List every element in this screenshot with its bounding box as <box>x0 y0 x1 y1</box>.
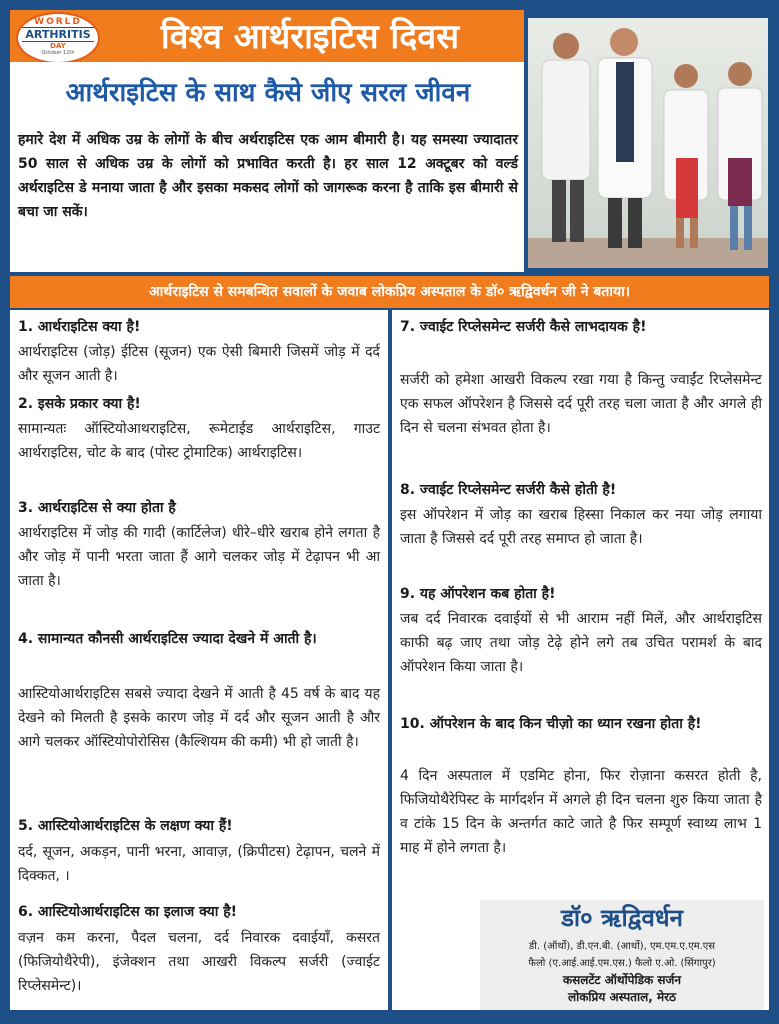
doctor-title: कसलटेंट ऑर्थोपेडिक सर्जन <box>562 973 682 987</box>
person-1 <box>542 33 590 242</box>
question-4: 4. सामान्यत कौनसी आर्थराइटिस ज्यादा देखने में आती है। <box>18 631 317 647</box>
question-7: 7. ज्वाईट रिप्लेसमेन्ट सर्जरी कैसे लाभदायक है! <box>400 319 647 335</box>
person-3 <box>664 64 708 248</box>
answer-9: जब दर्द निवारक दवाईयों से भी आराम नहीं मिलें, और आर्थराइटिस काफी बढ़ जाए तथा जोड़ टेढ़े होने लगे तब उचित परामर्श के बाद ऑपरेशन किया जाता है। <box>400 611 762 675</box>
answer-6: वज़न कम करना, पैदल चलना, दर्द निवारक दवाईयाँ, कसरत (फिजियोथैरेपी), इंजेक्शन तथा आखरी विकल्प सर्जरी (ज्वाईट रिप्लेसमेन्ट)। <box>18 930 380 994</box>
answer-2: सामान्यतः ऑस्टियोआथराइटिस, रूमेटाईड आर्थराइटिस, गाउट आर्थराइटिस, चोट के बाद (पोस्ट ट्रोमाटिक) आर्थराइटिस। <box>18 421 380 461</box>
answer-10: 4 दिन अस्पताल में एडमिट होना, फिर रोज़ाना कसरत होती है, फिजियोथैरेपिस्ट के मार्गदर्शन में अगले ही दिन चलना शुरु किया जाता है व टांके 15 दिन के अन्तर्गत काटे जाते है फिर सम्पूर्ण स्वाथ्य लाभ 1 माह में होने लगता है। <box>400 768 762 856</box>
question-10: 10. ऑपरेशन के बाद किन चीज़ो का ध्यान रखना होता है! <box>400 716 702 732</box>
person-2 <box>598 28 652 248</box>
question-9: 9. यह ऑपरेशन कब होता है! <box>400 586 556 602</box>
world-arthritis-day-logo: WORLD ARTHRITIS DAY October 12th <box>16 12 100 64</box>
answer-1: आर्थराइटिस (जोड़) ईटिस (सूजन) एक ऐसी बिमारी जिसमें जोड़ में दर्द और सूजन आती है। <box>18 344 380 384</box>
doctor-name: डॉ० ऋद्विवर्धन <box>561 904 683 932</box>
hospital-name: लोकप्रिय अस्पताल, मेरठ <box>567 990 677 1004</box>
answer-7: सर्जरी को हमेशा आखरी विकल्प रखा गया है किन्तु ज्वाईंट रिप्लेसमेन्ट एक सफल ऑपरेशन है जिससे दर्द पूरी तरह चला जाता है और अगले ही दिन से चलना संभवत होता है। <box>400 372 762 436</box>
question-8: 8. ज्वाईट रिप्लेसमेन्ट सर्जरी कैसे होती है! <box>400 482 617 498</box>
doctor-degrees: डी. (ऑर्थो), डी.एन.बी. (आर्थो), एम.एम.ए.एम.एस <box>528 941 716 952</box>
page-title: विश्व आर्थराइटिस दिवस <box>160 17 460 57</box>
answer-4: आस्टियोआर्थराइटिस सबसे ज्यादा देखने में आती है 45 वर्ष के बाद यह देखने को मिलती है इसके कारण जोड़ में दर्द और सूजन आती है और आगे चलकर ऑस्टियोपोरोसिस (कैल्शियम की कमी) भी हो जाती है। <box>18 686 380 750</box>
answer-5: दर्द, सूजन, अकड़न, पानी भरना, आवाज़, (क्रिपीटस) टेढ़ापन, चलने में दिक्कत, । <box>18 844 380 884</box>
intro-text: हमारे देश में अधिक उम्र के लोगों के बीच अर्थराइटिस एक आम बीमारी है। यह समस्या ज्यादातर 50 साल से अधिक उम्र के लोगों को प्रभावित करती है। हर साल 12 अक्टूबर को वर्ल्ड अर्थराइटिस डे मनाया जाता है और इसका मकसद लोगों को जागरूक करना है ताकि इस बीमारी से बचा जा सकें। <box>18 132 518 220</box>
answer-8: इस ऑपरेशन में जोड़ का खराब हिस्सा निकाल कर नया जोड़ लगाया जाता है जिससे दर्द पूरी तरह समाप्त हो जाता है। <box>400 507 762 547</box>
question-3: 3. आर्थराइटिस से क्या होता है <box>18 500 176 516</box>
question-5: 5. आस्टियोआर्थराइटिस के लक्षण क्या हैं! <box>18 818 233 834</box>
doctor-credentials <box>482 938 762 1006</box>
answer-3: आर्थराइटिस में जोड़ की गादी (कार्टिलेज) धीरे–धीरे खराब होने लगता है और जोड़ में पानी भरता जाता हैं आगे चलकर जोड़ में टेढ़ापन भी आ जाता है। <box>18 525 380 589</box>
question-6: 6. आस्टियोआर्थराइटिस का इलाज क्या है! <box>18 904 238 920</box>
subtitle: आर्थराइटिस के साथ कैसे जीए सरल जीवन <box>65 78 471 108</box>
doctors-photo <box>528 18 768 268</box>
question-1: 1. आर्थराइटिस क्या है! <box>18 319 141 335</box>
info-banner: आर्थराइटिस से समबन्धित सवालों के जवाब लोकप्रिय अस्पताल के डॉ० ऋद्विवर्धन जी ने बताया। <box>10 276 769 308</box>
doctors-illustration <box>528 18 768 268</box>
doctor-fellowships: फैलो (ए.आई.आई.एम.एस.) फैलो ए.ओ. (सिंगापुर) <box>528 958 716 969</box>
question-2: 2. इसके प्रकार क्या है! <box>18 396 141 412</box>
person-4 <box>718 62 762 250</box>
